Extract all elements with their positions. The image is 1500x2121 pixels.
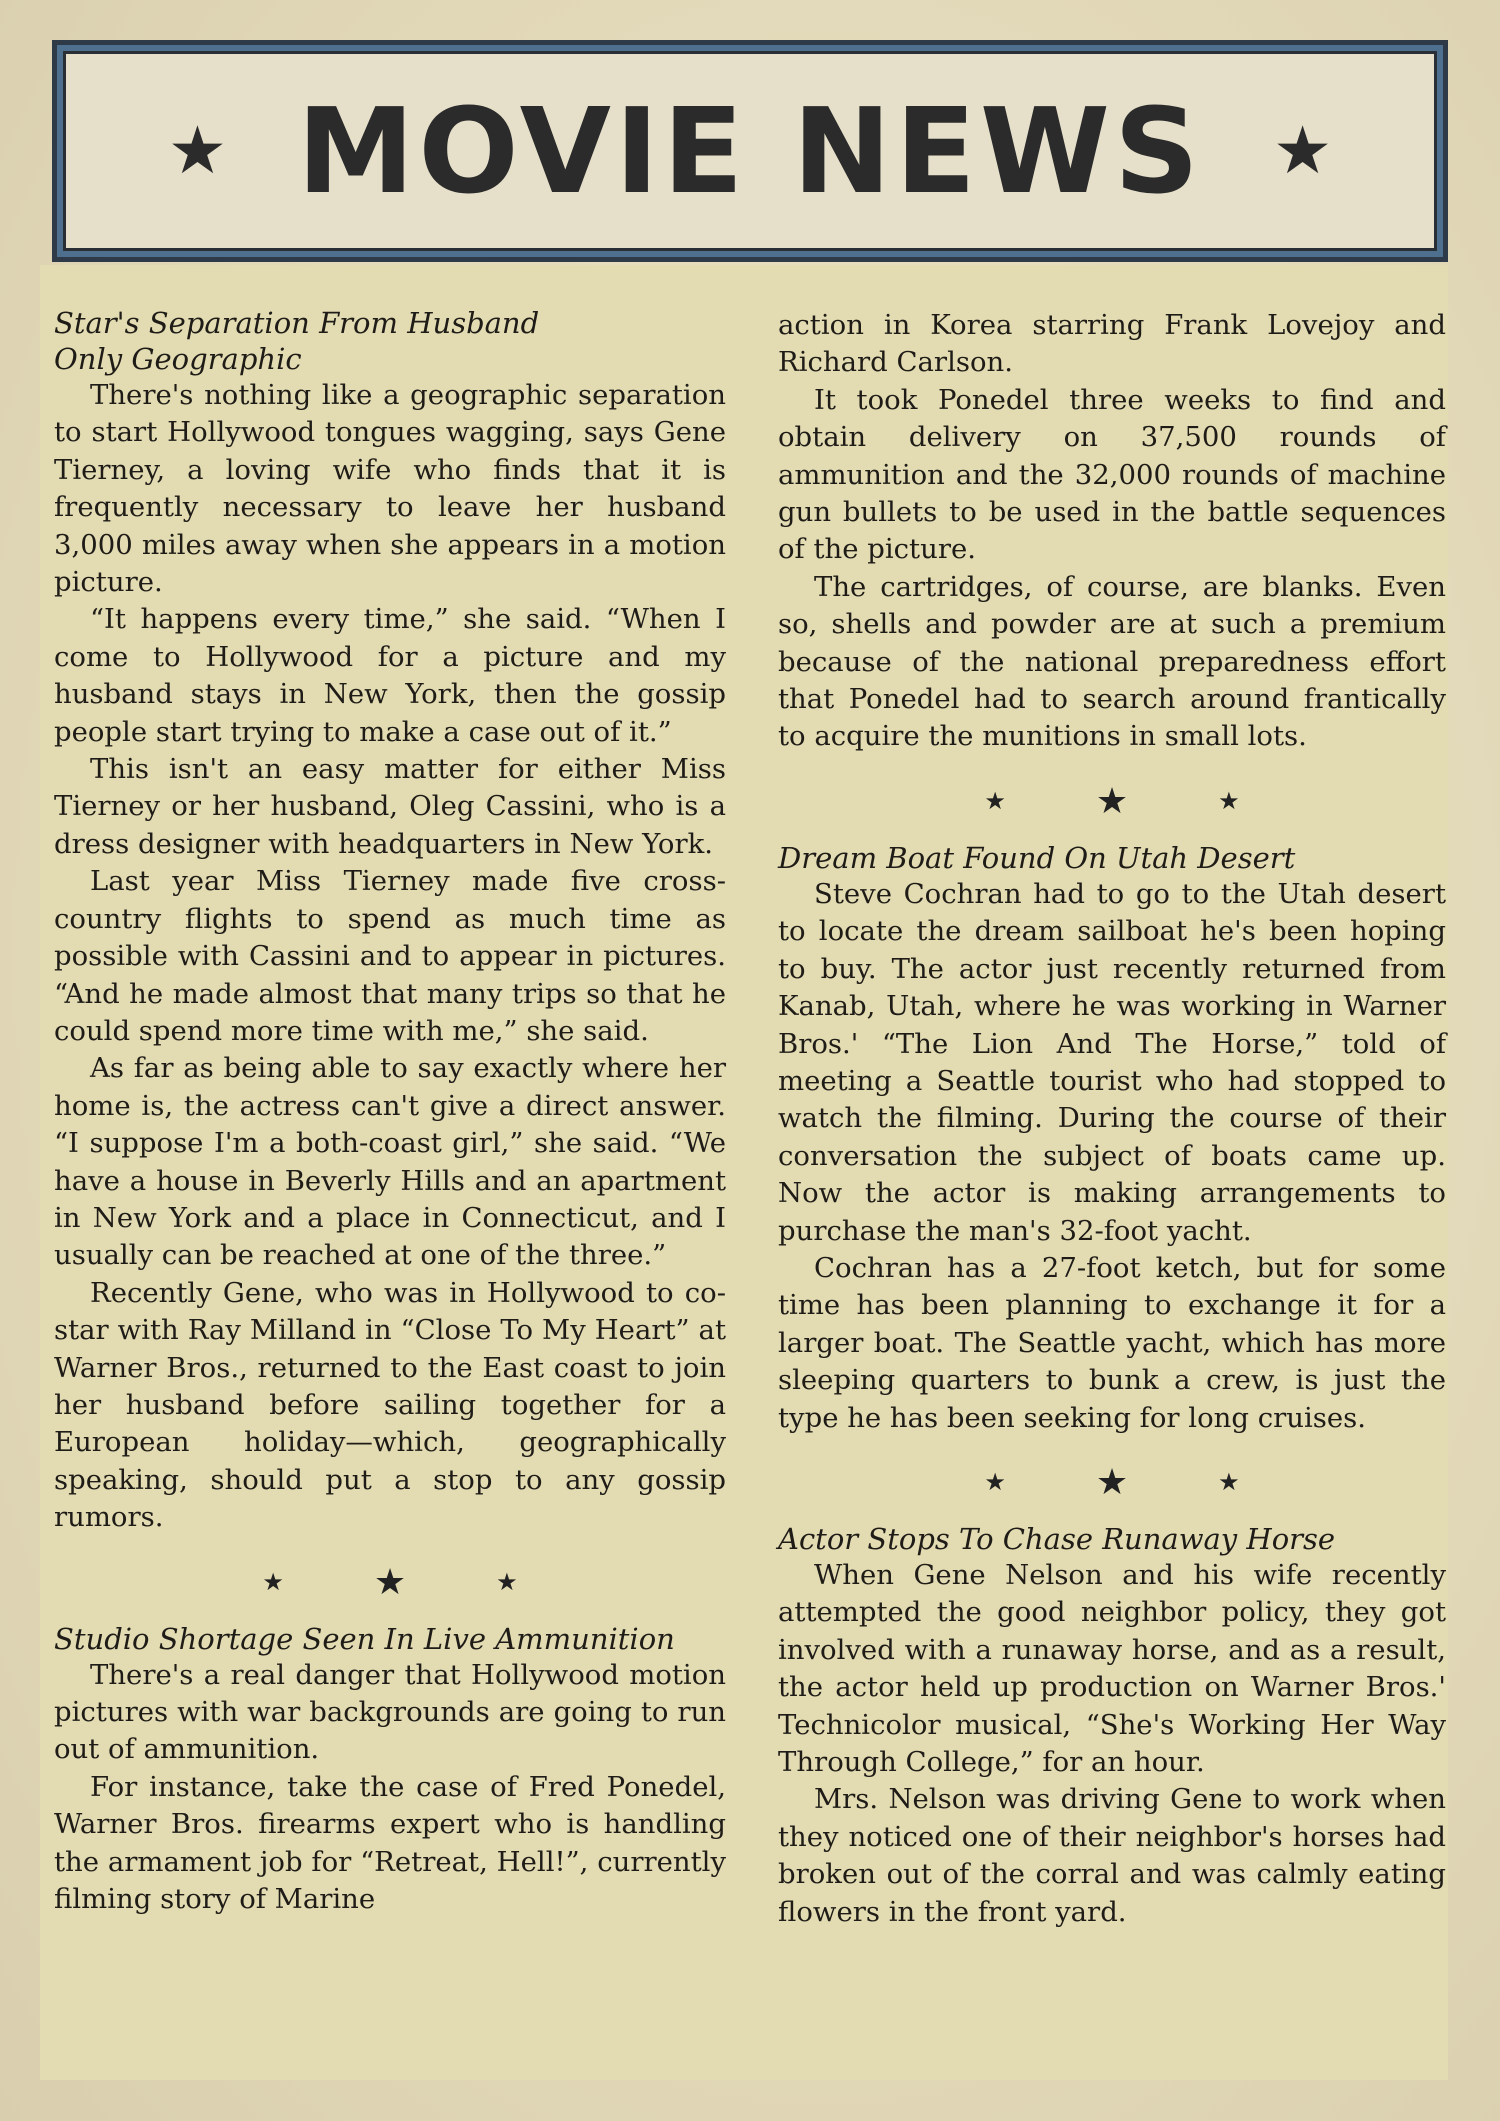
paragraph: It took Ponedel three weeks to find and obtain delivery on 37,500 rounds of ammunition and the 32,000 rounds of machine gun bullets to be used in the battle sequences of the picture. xyxy=(778,383,1446,566)
paragraph: There's nothing like a geographic separation to start Hollywood tongues wagging, says Gene Tierney, a loving wife who finds that it is frequently necessary to leave her husband 3,000 miles away when she appears in a motion picture. xyxy=(54,379,726,599)
star-icon-left: ★ xyxy=(167,112,227,189)
paragraph: This isn't an easy matter for either Miss Tierney or her husband, Oleg Cassini, who is a dress designer with headquarters in New York. xyxy=(54,753,726,860)
left-column xyxy=(54,305,726,1918)
star-icon: ★ xyxy=(1095,1462,1129,1504)
paragraph: The cartridges, of course, are blanks. Even so, shells and powder are at such a premium because of the national preparedness effort that Ponedel had to search around frantically to acquire the munitions in small lots. xyxy=(778,570,1446,753)
star-icon-right: ★ xyxy=(1273,112,1333,189)
star-icon: ★ xyxy=(1218,787,1240,816)
paragraph: When Gene Nelson and his wife recently attempted the good neighbor policy, they got involved with a runaway horse, and as a result, the actor held up production on Warner Bros.' Technicolor musical, “She's Working Her Way Through College,” for an hour. xyxy=(778,1558,1446,1778)
headline-line: Only Geographic xyxy=(54,342,302,376)
star-icon: ★ xyxy=(1095,781,1129,823)
paragraph: Recently Gene, who was in Hollywood to co-star with Ray Milland in “Close To My Heart” at Warner Bros., returned to the East coast to join her husband before sailing together for a European holiday—which, geographically speaking, should put a stop to any gossip rumors. xyxy=(54,1276,726,1534)
paragraph: Last year Miss Tierney made five cross-country flights to spend as much time as possible with Cassini and to appear in pictures. “And he made almost that many trips so that he could spend more time with me,” she said. xyxy=(54,865,726,1047)
star-separator xyxy=(778,1445,1446,1521)
paragraph: “It happens every time,” she said. “When I come to Hollywood for a picture and my husband stays in New York, then the gossip people start trying to make a case out of it.” xyxy=(54,603,726,748)
star-icon: ★ xyxy=(984,787,1006,816)
article-area xyxy=(40,265,1448,2080)
paragraph: As far as being able to say exactly where her home is, the actress can't give a direct answer. “I suppose I'm a both-coast girl,” she said. “We have a house in Beverly Hills and an apartment in New York and a place in Connecticut, and I usually can be reached at one of the three.” xyxy=(54,1052,726,1272)
headline-separation xyxy=(54,305,726,377)
star-icon: ★ xyxy=(984,1468,1006,1497)
page-title: MOVIE NEWS xyxy=(297,82,1203,220)
paragraph: There's a real danger that Hollywood motion pictures with war backgrounds are going to run out of ammunition. xyxy=(54,1658,726,1766)
paragraph: Mrs. Nelson was driving Gene to work when they noticed one of their neighbor's horses had broken out of the corral and was calmly eating flowers in the front yard. xyxy=(778,1783,1446,1928)
paragraph: Cochran has a 27-foot ketch, but for some time has been planning to exchange it for a larger boat. The Seattle yacht, which has more sleeping quarters to bunk a crew, is just the type he has been seeking for long cruises. xyxy=(778,1251,1446,1434)
paragraph-continuation: action in Korea starring Frank Lovejoy and Richard Carlson. xyxy=(778,309,1446,379)
headline-runaway-horse: Actor Stops To Chase Runaway Horse xyxy=(778,1521,1336,1556)
star-icon: ★ xyxy=(373,1561,407,1603)
paragraph: For instance, take the case of Fred Ponedel, Warner Bros. firearms expert who is handling the armament job for “Retreat, Hell!”, currently filming story of Marine xyxy=(54,1770,726,1916)
masthead-frame xyxy=(52,40,1448,262)
paragraph: Steve Cochran had to go to the Utah desert to locate the dream sailboat he's been hoping to buy. The actor just recently returned from Kanab, Utah, where he was working in Warner Bros.' “The Lion And The Horse,” told of meeting a Seattle tourist who had stopped to watch the filming. During the course of their conversation the subject of boats came up. Now the actor is making arrangements to purchase the man's 32-foot yacht. xyxy=(778,877,1446,1247)
headline-line: Star's Separation From Husband xyxy=(54,306,540,340)
headline-dream-boat: Dream Boat Found On Utah Desert xyxy=(778,840,1296,875)
headline-ammunition: Studio Shortage Seen In Live Ammunition xyxy=(54,1621,675,1656)
star-icon: ★ xyxy=(262,1567,284,1596)
masthead xyxy=(63,51,1437,251)
star-separator xyxy=(778,764,1446,840)
star-separator xyxy=(54,1545,726,1621)
star-icon: ★ xyxy=(1218,1468,1240,1497)
right-column xyxy=(778,307,1446,1931)
star-icon: ★ xyxy=(496,1567,518,1596)
